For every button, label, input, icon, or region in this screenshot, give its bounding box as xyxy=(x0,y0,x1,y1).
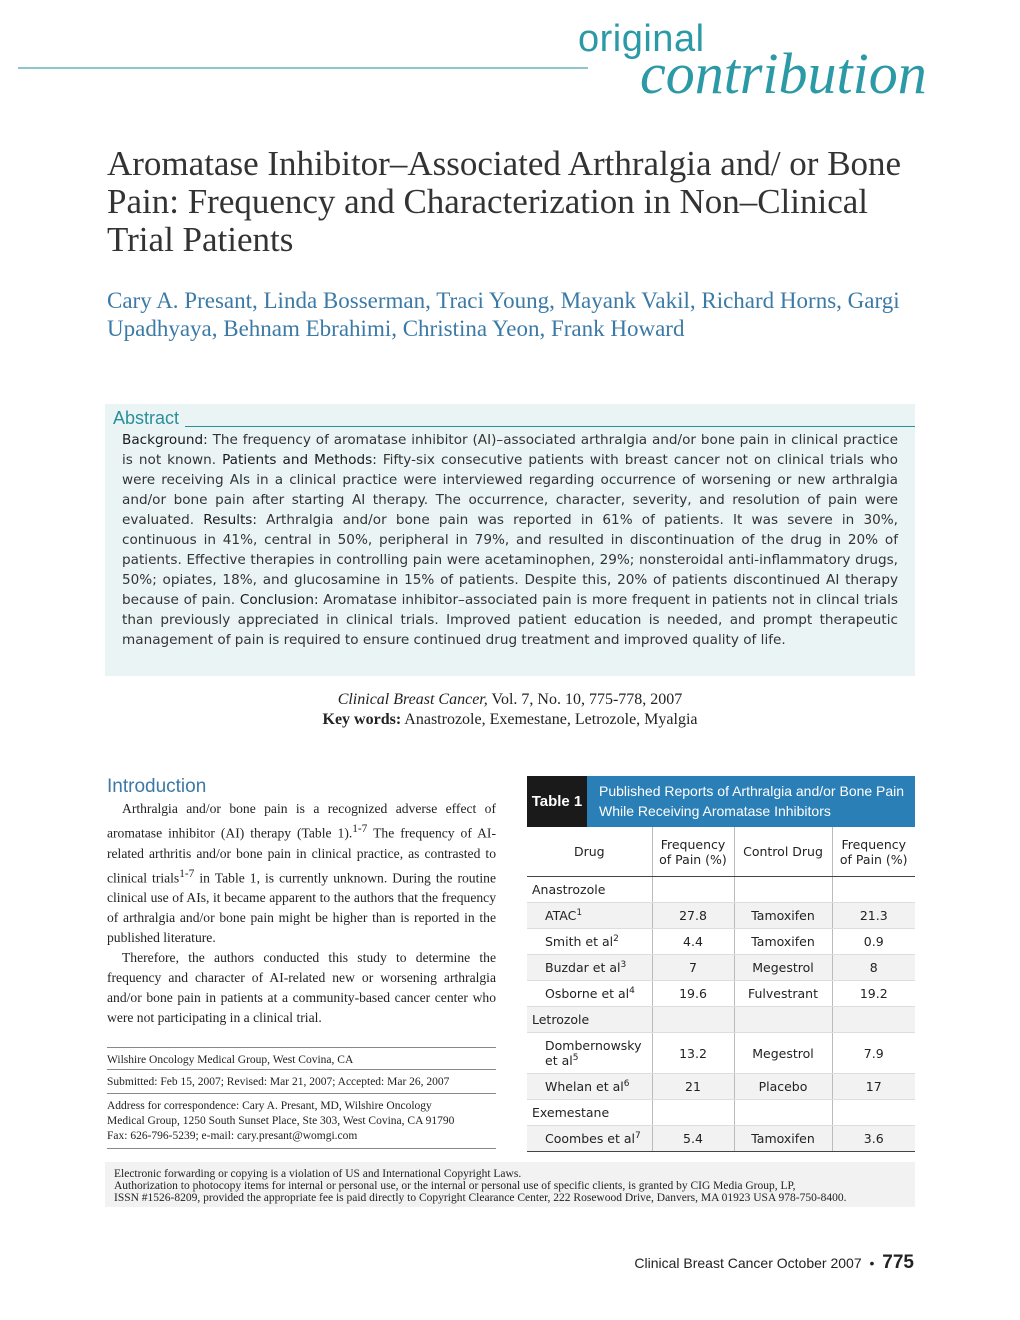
affiliation: Wilshire Oncology Medical Group, West Covina, CA xyxy=(107,1047,496,1068)
study-name: Coombes et al xyxy=(545,1131,636,1147)
group-row xyxy=(527,1100,915,1126)
control-frequency-cell: 3.6 xyxy=(832,1126,915,1152)
study-cell xyxy=(527,1074,652,1100)
frequency-cell: 27.8 xyxy=(652,903,734,929)
frequency-cell: 21 xyxy=(652,1074,734,1100)
control-frequency-cell: 17 xyxy=(832,1074,915,1100)
control-frequency-cell: 7.9 xyxy=(832,1033,915,1074)
study-cell xyxy=(527,929,652,955)
frequency-cell: 7 xyxy=(652,955,734,981)
copyright-line: Authorization to photocopy items for internal or personal use, or the internal or personal use of specific clients, is granted by CIG Media Group, LP, xyxy=(114,1180,796,1192)
table-row xyxy=(527,955,915,981)
table-header-bar xyxy=(527,776,915,827)
footer-bullet: • xyxy=(869,1255,875,1271)
table-1 xyxy=(527,776,915,1152)
study-name: Whelan et al xyxy=(545,1079,624,1095)
data-table xyxy=(527,827,915,1152)
study-name: Smith et al xyxy=(545,934,614,950)
empty-cell xyxy=(832,1100,915,1126)
study-name: Buzdar et al xyxy=(545,960,621,976)
page-number: 775 xyxy=(882,1252,914,1273)
citation-line xyxy=(0,690,1020,710)
control-drug-cell: Tamoxifen xyxy=(734,903,832,929)
keywords-text: Anastrozole, Exemestane, Letrozole, Myalgia xyxy=(404,711,698,728)
article-title: Aromatase Inhibitor–Associated Arthralgia and/ or Bone Pain: Frequency and Characterization in Non–Clinical Trial Patients xyxy=(107,144,902,259)
abstract-rule xyxy=(185,426,915,427)
caption-line: While Receiving Aromatase Inhibitors xyxy=(599,803,831,819)
empty-cell xyxy=(734,1007,832,1033)
empty-cell xyxy=(734,877,832,903)
table-header-row xyxy=(527,827,915,877)
citation-ref: 1-7 xyxy=(352,823,368,835)
intro-paragraph-2: Therefore, the authors conducted this study to determine the frequency and character of AI-related new or worsening arthralgia and/or bone pain in patients at a community-based cancer center who were not participating in a clinical trial. xyxy=(107,950,496,1026)
address-line: Address for correspondence: Cary A. Presant, MD, Wilshire Oncology xyxy=(107,1100,432,1112)
header-rule xyxy=(18,67,588,69)
intro-paragraph-1 xyxy=(107,799,496,948)
intro-p1-part-a: Arthralgia and/or bone pain is a recognized adverse effect of aromatase inhibitor (AI) therapy (Table 1). xyxy=(107,801,496,841)
reference-number: 5 xyxy=(572,1052,579,1063)
table-row xyxy=(527,1126,915,1152)
results-label: Results: xyxy=(203,512,257,528)
empty-cell xyxy=(832,877,915,903)
intro-p1-part-c: in Table 1, is currently unknown. During the routine clinical use of AIs, it became apparent to the authors that the frequency of arthralgia and/or bone pain might be higher than is reported in the published literature. xyxy=(107,870,496,946)
empty-cell xyxy=(832,1007,915,1033)
frequency-cell: 5.4 xyxy=(652,1126,734,1152)
control-drug-cell: Placebo xyxy=(734,1074,832,1100)
copyright-notice xyxy=(105,1162,915,1207)
submission-dates: Submitted: Feb 15, 2007; Revised: Mar 21, 2007; Accepted: Mar 26, 2007 xyxy=(107,1069,496,1090)
col-header: Drug xyxy=(527,827,652,877)
empty-cell xyxy=(652,1100,734,1126)
group-row xyxy=(527,877,915,903)
abstract-box xyxy=(105,404,915,676)
section-label-top: original xyxy=(578,18,705,60)
introduction-body xyxy=(107,799,496,1028)
results-text: Arthralgia and/or bone pain was reported in 61% of patients. It was severe in 30%, continuous in 41%, central in 50%, peripheral in 79%, and resulted in discontinuation of the drug in 20% of patients. Effective therapies in controlling pain were acetaminophen, 29%; nonsteroidal anti-inflammatory drugs, 50%; opiates, 18%, and glucosamine in 15% of patients. Despite this, 20% of patients discontinued AI therapy because of pain. xyxy=(122,512,899,608)
reference-number: 1 xyxy=(576,907,583,918)
control-drug-cell: Tamoxifen xyxy=(734,1126,832,1152)
abstract-heading: Abstract xyxy=(113,408,183,429)
correspondence-address xyxy=(107,1093,496,1149)
background-label: Background: xyxy=(122,432,208,448)
control-drug-cell: Megestrol xyxy=(734,1033,832,1074)
keywords-line xyxy=(0,710,1020,730)
group-name: Anastrozole xyxy=(527,877,652,903)
col-header: Frequency of Pain (%) xyxy=(652,827,734,877)
abstract-text xyxy=(122,430,898,650)
keywords-label: Key words: xyxy=(322,711,402,728)
study-name: Osborne et al xyxy=(545,986,630,1002)
journal-name: Clinical Breast Cancer, xyxy=(337,691,488,708)
empty-cell xyxy=(652,877,734,903)
control-frequency-cell: 8 xyxy=(832,955,915,981)
control-frequency-cell: 0.9 xyxy=(832,929,915,955)
table-row xyxy=(527,981,915,1007)
footer-journal: Clinical Breast Cancer xyxy=(634,1255,773,1271)
table-tag: Table 1 xyxy=(527,776,587,827)
background-text: The frequency of aromatase inhibitor (AI)–associated arthralgia and/or bone pain in clinical practice is not known. xyxy=(122,432,898,468)
section-label-bottom: contribution xyxy=(640,41,927,106)
conclusion-text: Aromatase inhibitor–associated pain is more frequent in patients not in clincal trials than previously appreciated in clinical trials. Improved patient education is needed, and prompt therapeutic management of pain is required to ensure continued drug treatment and improved quality of life. xyxy=(122,592,898,648)
reference-number: 3 xyxy=(620,959,627,970)
footer-date: October 2007 xyxy=(776,1255,862,1271)
reference-number: 6 xyxy=(623,1078,630,1089)
copyright-line: Electronic forwarding or copying is a violation of US and International Copyright Laws. xyxy=(114,1168,522,1180)
methods-label: Patients and Methods: xyxy=(222,452,377,468)
page-footer xyxy=(634,1252,914,1274)
empty-cell xyxy=(652,1007,734,1033)
study-cell xyxy=(527,981,652,1007)
study-cell xyxy=(527,1126,652,1152)
control-drug-cell: Tamoxifen xyxy=(734,929,832,955)
intro-p1-part-b: The frequency of AI-related arthritis and/or bone pain in clinical practice, as contrasted to clinical trials xyxy=(107,825,496,886)
empty-cell xyxy=(734,1100,832,1126)
frequency-cell: 13.2 xyxy=(652,1033,734,1074)
table-row xyxy=(527,903,915,929)
address-line: Fax: 626-796-5239; e-mail: cary.presant@womgi.com xyxy=(107,1130,358,1142)
reference-number: 4 xyxy=(629,985,635,996)
caption-line: Published Reports of Arthralgia and/or Bone Pain xyxy=(599,783,905,799)
address-line: Medical Group, 1250 South Sunset Place, Ste 303, West Covina, CA 91790 xyxy=(107,1115,455,1127)
control-drug-cell: Fulvestrant xyxy=(734,981,832,1007)
control-frequency-cell: 19.2 xyxy=(832,981,915,1007)
frequency-cell: 4.4 xyxy=(652,929,734,955)
copyright-line: ISSN #1526-8209, provided the appropriate fee is paid directly to Copyright Clearance Center, 222 Rosewood Drive, Danvers, MA 01923 USA 978-750-8400. xyxy=(114,1192,847,1204)
reference-number: 7 xyxy=(635,1130,641,1141)
study-cell xyxy=(527,955,652,981)
study-name: Dombernowsky et al xyxy=(545,1037,642,1069)
study-cell xyxy=(527,903,652,929)
frequency-cell: 19.6 xyxy=(652,981,734,1007)
col-header: Frequency of Pain (%) xyxy=(832,827,915,877)
citation-details: Vol. 7, No. 10, 775-778, 2007 xyxy=(491,691,683,708)
citation-ref: 1-7 xyxy=(179,867,195,880)
study-cell xyxy=(527,1033,652,1074)
methods-text: Fifty-six consecutive patients with breast cancer not on clinical trials who were receiving AIs in a clinical practice were interviewed regarding occurrence of worsening or new arthralgia and/or bone pain after starting AI therapy. The occurrence, character, severity, and resolution of pain were evaluated. xyxy=(122,452,898,528)
group-row xyxy=(527,1007,915,1033)
control-frequency-cell: 21.3 xyxy=(832,903,915,929)
study-name: ATAC xyxy=(545,908,577,924)
table-caption xyxy=(587,776,915,827)
col-header: Control Drug xyxy=(734,827,832,877)
group-name: Letrozole xyxy=(527,1007,652,1033)
table-row xyxy=(527,1074,915,1100)
table-row xyxy=(527,929,915,955)
control-drug-cell: Megestrol xyxy=(734,955,832,981)
author-list: Cary A. Presant, Linda Bosserman, Traci Young, Mayank Vakil, Richard Horns, Gargi Upadhyaya, Behnam Ebrahimi, Christina Yeon, Frank Howard xyxy=(107,288,900,341)
reference-number: 2 xyxy=(613,933,619,944)
conclusion-label: Conclusion: xyxy=(239,592,319,608)
group-name: Exemestane xyxy=(527,1100,652,1126)
introduction-heading: Introduction xyxy=(107,776,207,797)
table-row xyxy=(527,1033,915,1074)
